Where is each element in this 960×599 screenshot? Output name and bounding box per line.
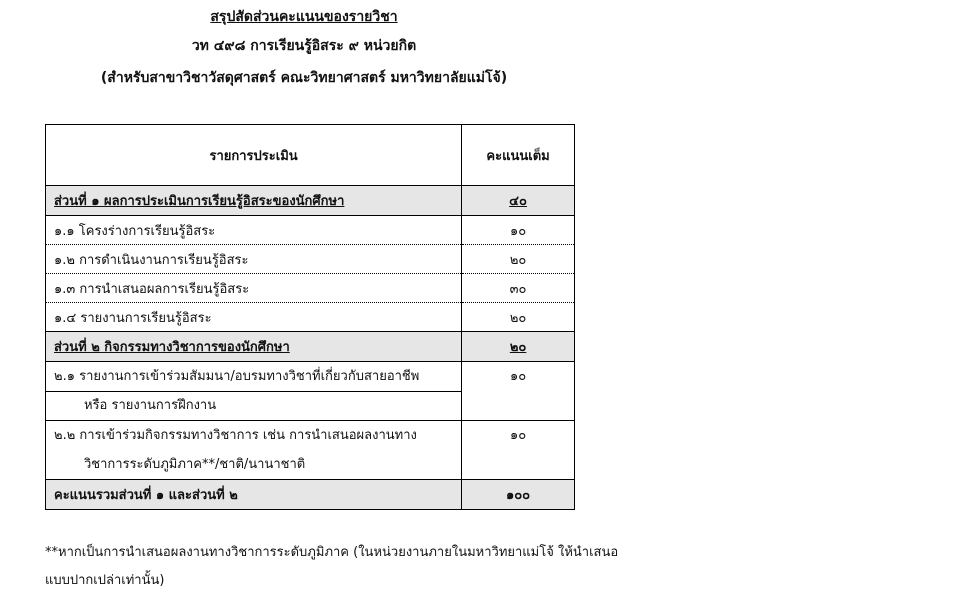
total-label: คะแนนรวมส่วนที่ ๑ และส่วนที่ ๒	[46, 480, 462, 510]
row-label: ๑.๓ การนำเสนอผลการเรียนรู้อิสระ	[46, 274, 462, 303]
table-row	[46, 245, 575, 274]
header-score: คะแนนเต็ม	[462, 125, 575, 186]
section-score: ๒๐	[462, 332, 575, 362]
table-row	[46, 216, 575, 245]
score-table	[45, 124, 575, 510]
row-label-line1: ๒.๒ การเข้าร่วมกิจกรรมทางวิชาการ เช่น การนำเสนอผลงานทาง	[54, 428, 417, 443]
program-subtitle: (สำหรับสาขาวิชาวัสดุศาสตร์ คณะวิทยาศาสตร์ มหาวิทยาลัยแม่โจ้)	[100, 70, 508, 86]
table-row	[46, 362, 575, 421]
row-score: ๑๐	[462, 421, 575, 480]
row-score: ๑๐	[462, 216, 575, 245]
row-label: ๑.๔ รายงานการเรียนรู้อิสระ	[46, 303, 462, 332]
header-item: รายการประเมิน	[46, 125, 462, 186]
section-label: ส่วนที่ ๑ ผลการประเมินการเรียนรู้อิสระของนักศึกษา	[46, 186, 462, 216]
table-row	[46, 303, 575, 332]
table-row	[46, 274, 575, 303]
row-score: ๒๐	[462, 245, 575, 274]
total-row	[46, 480, 575, 510]
row-score: ๓๐	[462, 274, 575, 303]
row-label-line2: หรือ รายงานการฝึกงาน	[84, 398, 217, 413]
table-row	[46, 421, 575, 480]
section-label: ส่วนที่ ๒ กิจกรรมทางวิชาการของนักศึกษา	[46, 332, 462, 362]
row-label-line2: วิชาการระดับภูมิภาค**/ชาติ/นานาชาติ	[84, 457, 306, 472]
row-label-line1: ๒.๑ รายงานการเข้าร่วมสัมมนา/อบรมทางวิชาที่เกี่ยวกับสายอาชีพ	[54, 369, 420, 384]
row-label: ๑.๒ การดำเนินงานการเรียนรู้อิสระ	[46, 245, 462, 274]
section-row	[46, 332, 575, 362]
document-title: สรุปสัดส่วนคะแนนของรายวิชา	[210, 9, 398, 25]
row-score: ๑๐	[462, 362, 575, 421]
row-label	[46, 362, 462, 421]
footnote: **หากเป็นการนำเสนอผลงานทางวิชาการระดับภูมิภาค (ในหน่วยงานภายในมหาวิทยาแม่โจ้ ให้นำเสนอแบบปากเปล่าเท่านั้น)	[45, 545, 619, 588]
row-label	[46, 421, 462, 480]
row-score: ๒๐	[462, 303, 575, 332]
section-score: ๔๐	[462, 186, 575, 216]
table-header-row	[46, 125, 575, 186]
course-subtitle: วท ๔๙๘ การเรียนรู้อิสระ ๙ หน่วยกิต	[191, 38, 417, 54]
row-label: ๑.๑ โครงร่างการเรียนรู้อิสระ	[46, 216, 462, 245]
total-score: ๑๐๐	[462, 480, 575, 510]
section-row	[46, 186, 575, 216]
